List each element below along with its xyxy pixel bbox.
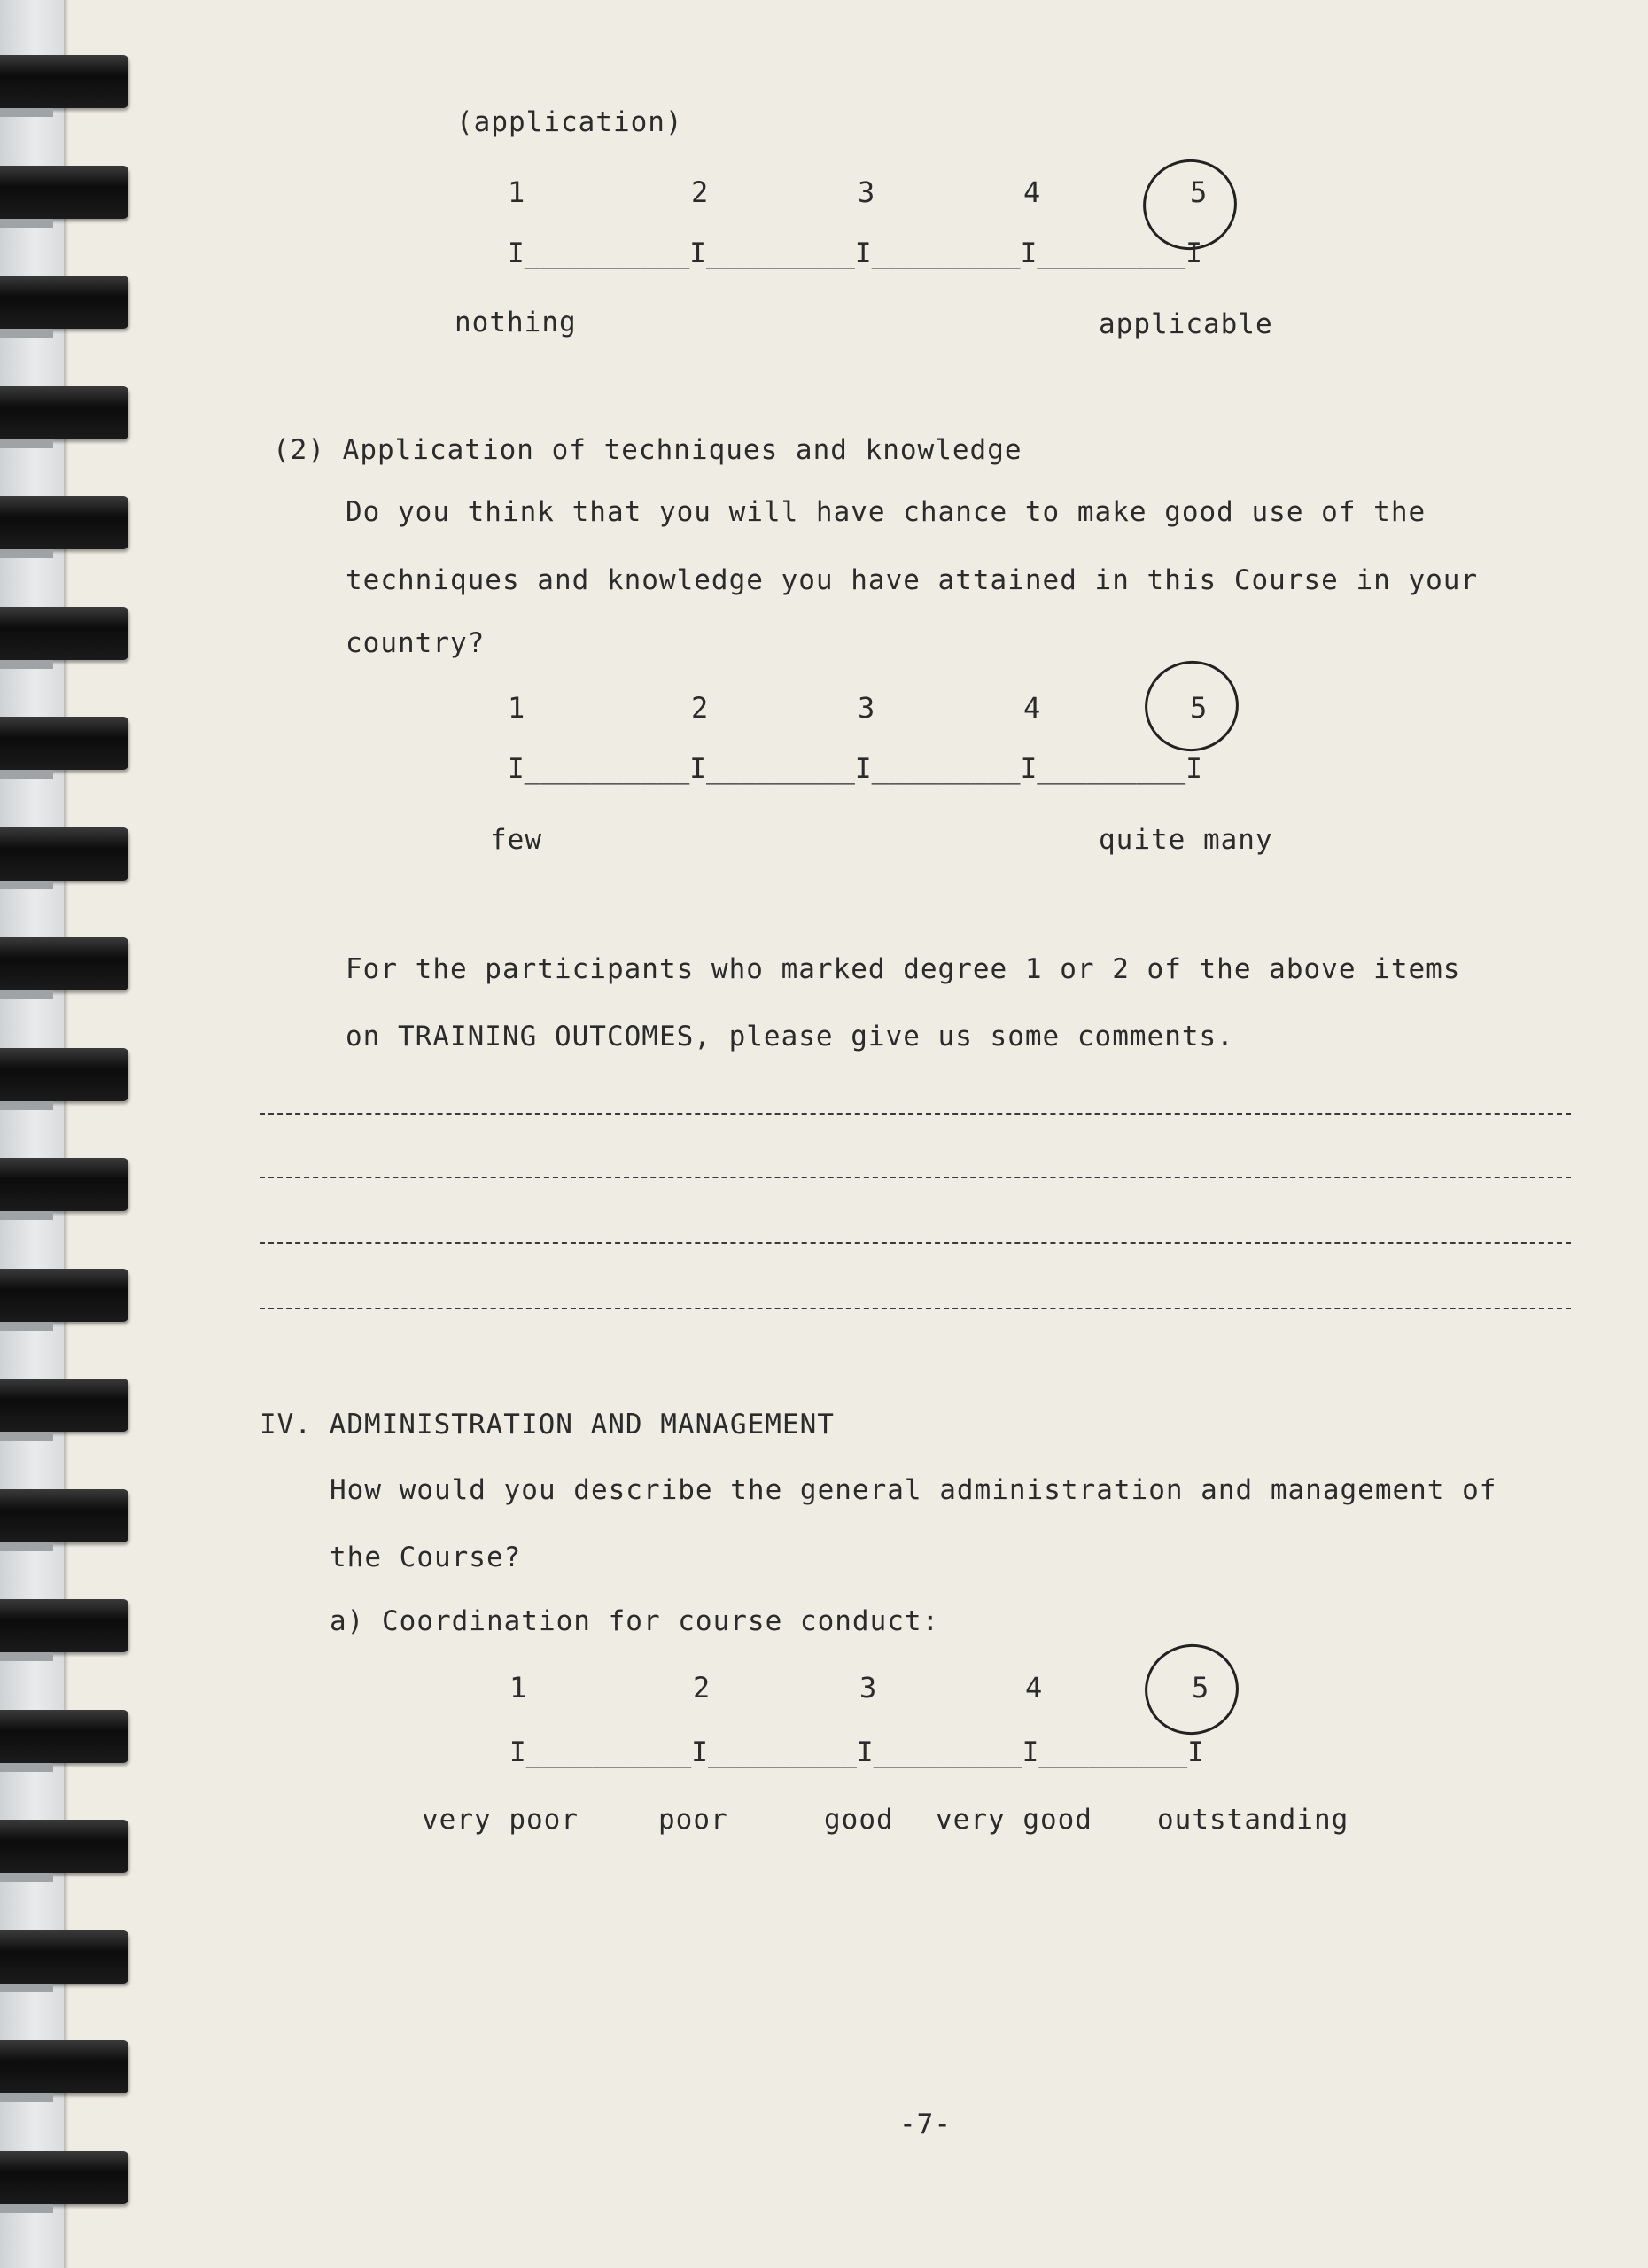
binder-ring [0, 937, 128, 990]
s4-label-poor: poor [658, 1804, 728, 1836]
q2-scale-3: 3 [858, 691, 875, 725]
q1-scale-4: 4 [1023, 175, 1041, 209]
binder-spine [0, 0, 64, 2268]
q2-scale-5: 5 [1190, 691, 1208, 725]
section4-sub-a: a) Coordination for course conduct: [330, 1605, 940, 1637]
s4-label-very-poor: very poor [422, 1804, 579, 1836]
q1-scale-2: 2 [691, 175, 709, 209]
q1-scale-line: I__________I_________I_________I_________I [508, 237, 1202, 269]
binder-ring [0, 1489, 128, 1542]
q2-text-2: techniques and knowledge you have attained in this Course in your [346, 564, 1479, 596]
comment-line-4[interactable] [260, 1308, 1571, 1309]
binder-ring [0, 607, 128, 660]
binder-ring [0, 717, 128, 770]
s4-scale-5: 5 [1192, 1671, 1209, 1705]
s4-label-very-good: very good [936, 1804, 1092, 1836]
s4-scale-2: 2 [693, 1671, 711, 1705]
q2-low-label: few [490, 824, 542, 856]
binder-ring [0, 1599, 128, 1652]
q2-text-3: country? [346, 627, 486, 659]
s4-label-outstanding: outstanding [1157, 1804, 1349, 1836]
binder-ring [0, 276, 128, 329]
binder-ring [0, 1048, 128, 1101]
binder-ring [0, 1379, 128, 1432]
comments-text-1: For the participants who marked degree 1 or 2 of the above items [346, 953, 1461, 985]
binder-ring [0, 1930, 128, 1984]
binder-ring [0, 386, 128, 439]
page-number: -7- [899, 2109, 952, 2140]
q1-scale-1: 1 [508, 175, 525, 209]
binder-ring [0, 1820, 128, 1873]
s4-scale-3: 3 [859, 1671, 877, 1705]
comment-line-3[interactable] [260, 1242, 1571, 1244]
comments-text-2: on TRAINING OUTCOMES, please give us some comments. [346, 1021, 1234, 1052]
s4-scale-line: I__________I_________I_________I_________I [509, 1736, 1204, 1768]
q1-high-label: applicable [1099, 308, 1273, 340]
binder-ring [0, 2151, 128, 2204]
binder-ring [0, 1158, 128, 1211]
q2-high-label: quite many [1099, 824, 1273, 856]
q1-tag: (application) [456, 106, 683, 138]
binder-ring [0, 1710, 128, 1763]
q2-text-1: Do you think that you will have chance to make good use of the [346, 496, 1426, 528]
s4-scale-4: 4 [1025, 1671, 1043, 1705]
s4-scale-1: 1 [509, 1671, 527, 1705]
binder-ring [0, 496, 128, 549]
q2-scale-line: I__________I_________I_________I_________I [508, 753, 1202, 785]
s4-label-good: good [824, 1804, 894, 1836]
section4-heading: IV. ADMINISTRATION AND MANAGEMENT [260, 1409, 835, 1441]
s4-answer-circle [1137, 1635, 1248, 1744]
q2-scale-2: 2 [691, 691, 709, 725]
page-edge [64, 0, 69, 2268]
binder-ring [0, 1269, 128, 1322]
q1-scale-3: 3 [858, 175, 875, 209]
binder-ring [0, 2040, 128, 2093]
q2-heading: (2) Application of techniques and knowledge [273, 434, 1022, 466]
q2-scale-1: 1 [508, 691, 525, 725]
comment-line-1[interactable] [260, 1113, 1571, 1115]
binder-ring [0, 55, 128, 108]
section4-text-1: How would you describe the general administration and management of [330, 1474, 1497, 1506]
binder-ring [0, 166, 128, 219]
q1-low-label: nothing [455, 307, 577, 338]
q2-scale-4: 4 [1023, 691, 1041, 725]
q2-answer-circle [1137, 652, 1248, 760]
section4-text-2: the Course? [330, 1542, 522, 1573]
comment-line-2[interactable] [260, 1177, 1571, 1178]
q1-scale-5: 5 [1190, 175, 1208, 209]
binder-ring [0, 827, 128, 881]
